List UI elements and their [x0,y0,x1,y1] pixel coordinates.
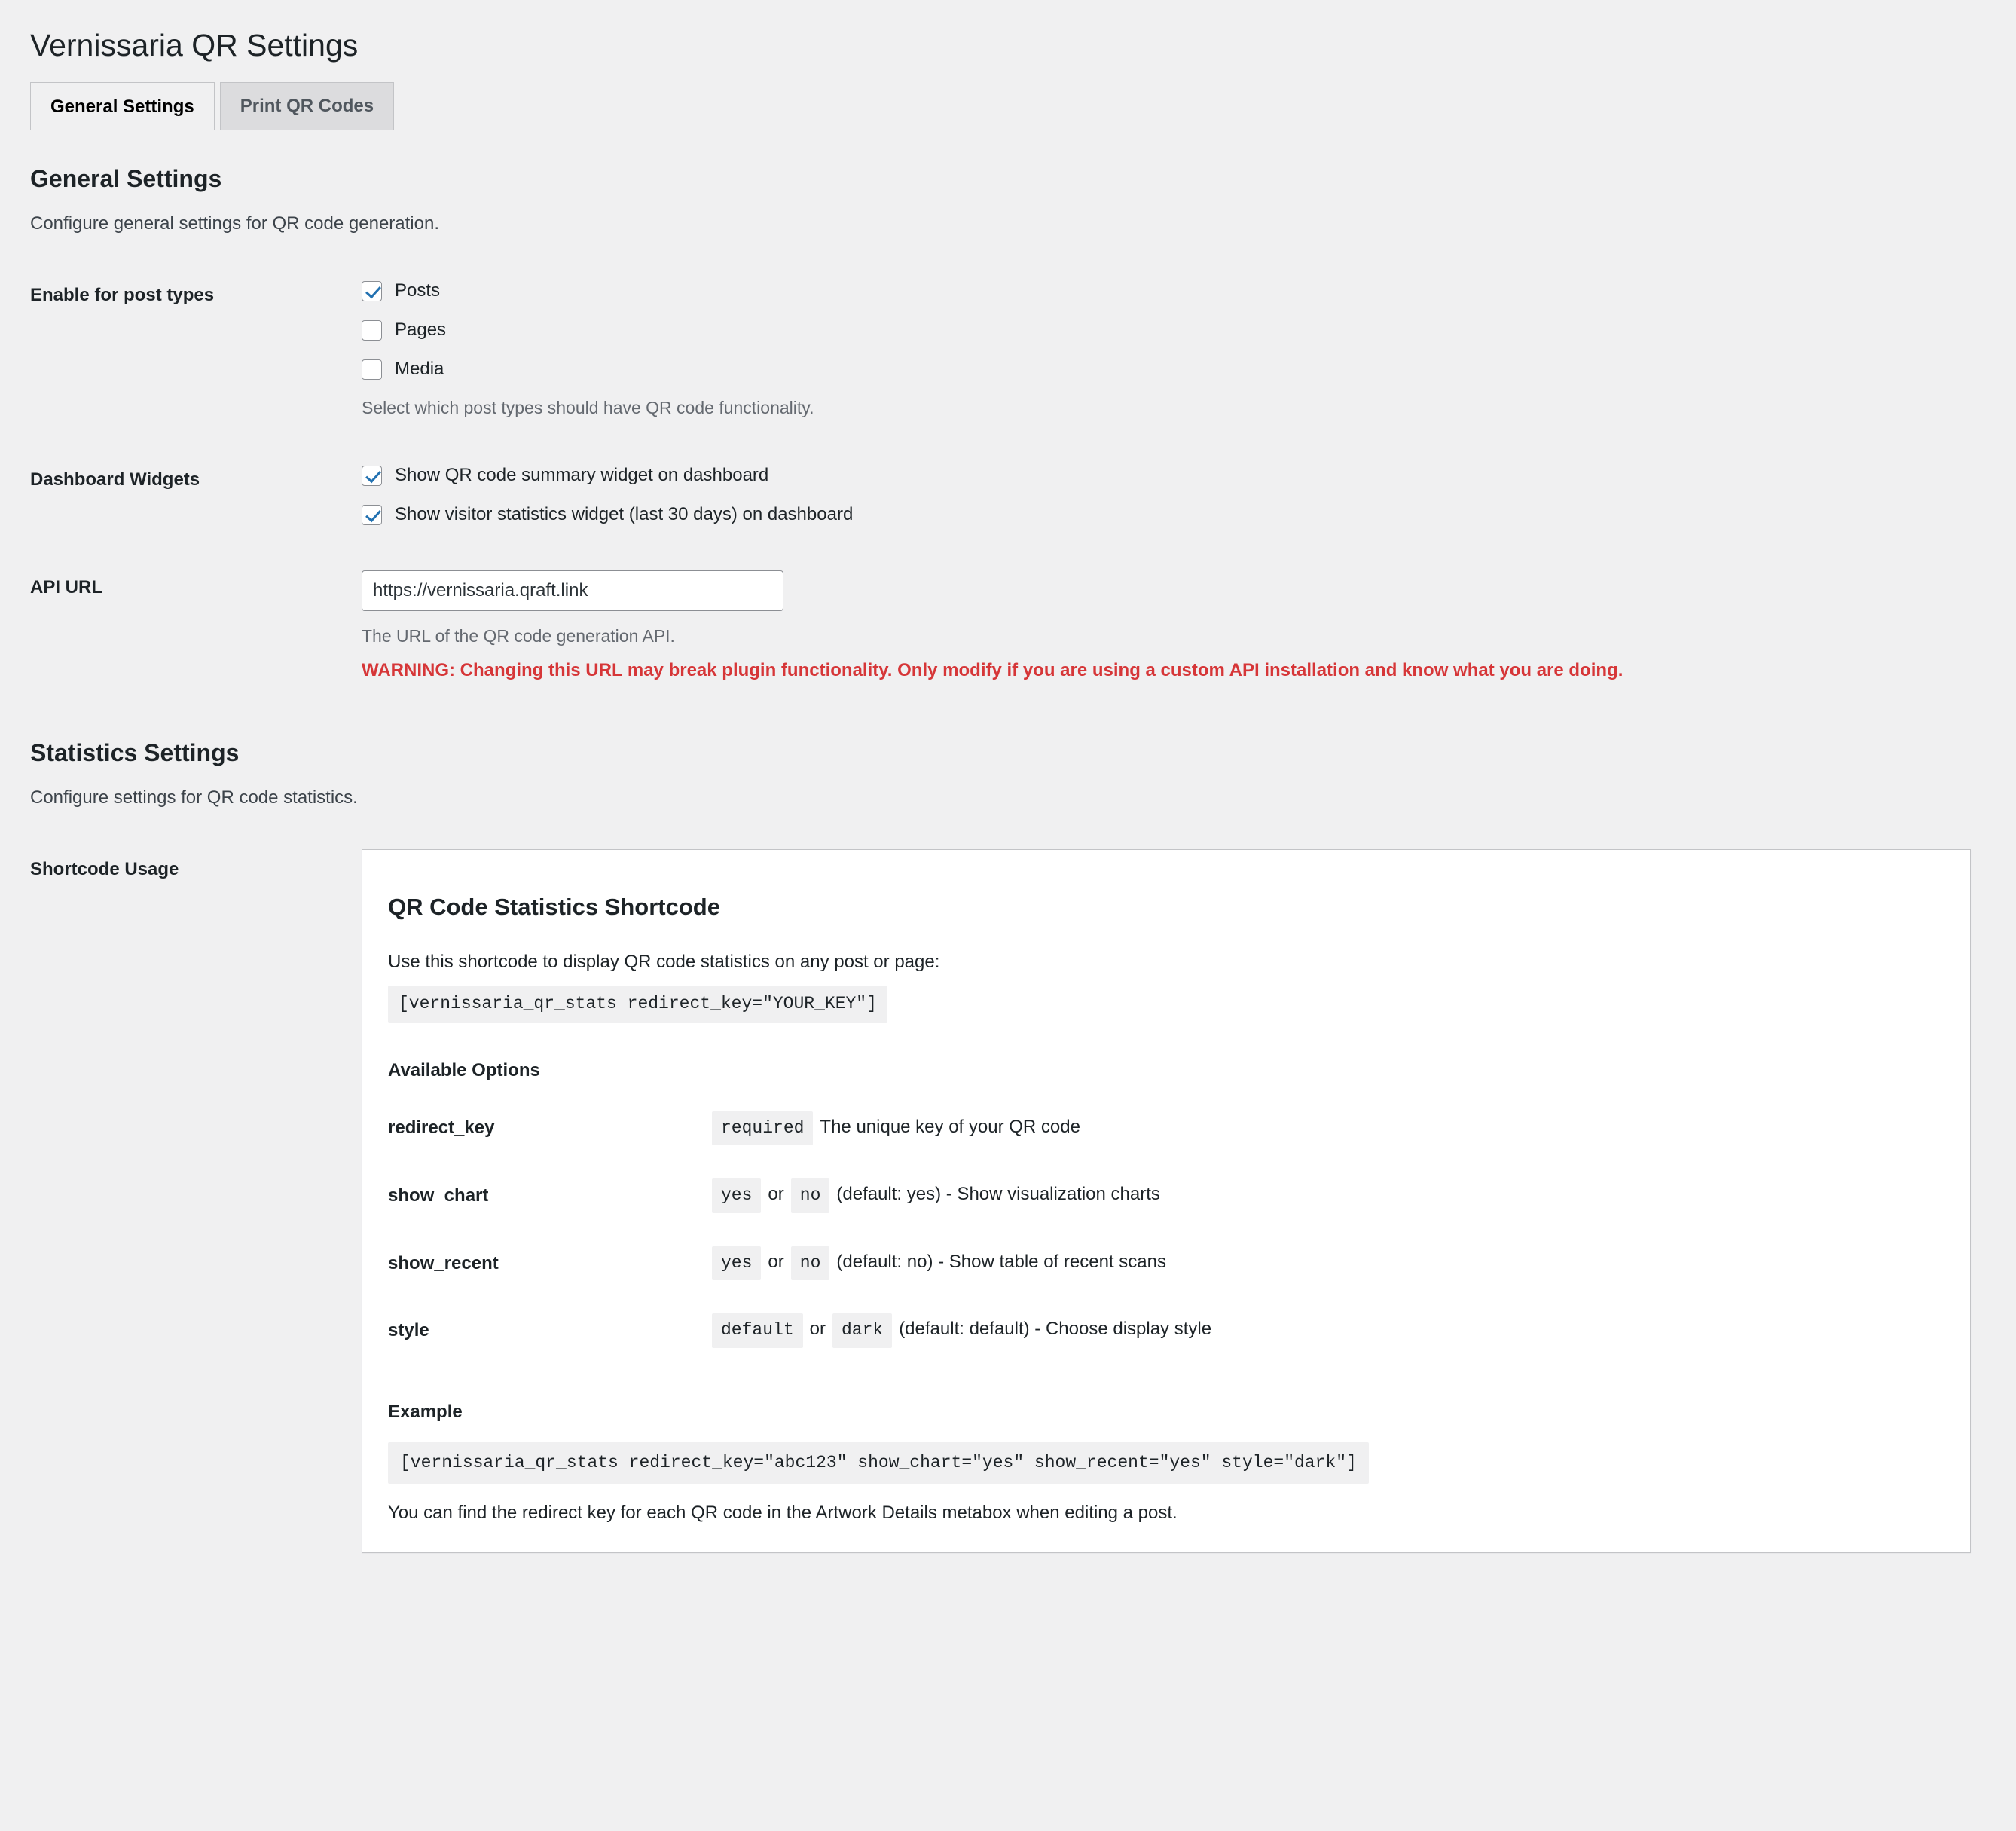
option-desc-style: (default: default) - Choose display style [899,1319,1212,1340]
option-separator-show-chart: or [768,1184,784,1205]
option-name-redirect-key: redirect_key [388,1117,495,1139]
option-name-style: style [388,1320,429,1341]
checkbox-row-visitor-stats-widget[interactable] [362,502,1971,528]
checkbox-pages[interactable] [362,320,382,341]
checkbox-label-visitor-stats-widget: Show visitor statistics widget (last 30 days) on dashboard [395,503,854,524]
checkbox-summary-widget[interactable] [362,466,382,486]
option-value-required: required [712,1111,813,1145]
label-shortcode-usage: Shortcode Usage [30,858,179,879]
api-url-warning: WARNING: Changing this URL may break plugin functionality. Only modify if you are using a custom API installation and know what you are doing. [362,659,1623,680]
option-value-show-chart-no: no [791,1178,830,1212]
option-row-show-chart [388,1162,1944,1230]
available-options-heading: Available Options [388,1059,540,1081]
option-separator-show-recent: or [768,1251,784,1272]
option-row-redirect-key [388,1094,1944,1162]
shortcode-snippet: [vernissaria_qr_stats redirect_key="YOUR_KEY"] [388,986,887,1022]
help-post-types: Select which post types should have QR code functionality. [362,397,814,417]
page-title: Vernissaria QR Settings [30,28,359,63]
example-snippet: [vernissaria_qr_stats redirect_key="abc123" show_chart="yes" show_recent="yes" style="dark"] [388,1442,1369,1484]
option-desc-redirect-key: The unique key of your QR code [820,1116,1080,1137]
checkbox-row-summary-widget[interactable] [362,463,1971,489]
option-separator-style: or [809,1319,826,1340]
shortcode-card-title: QR Code Statistics Shortcode [388,893,720,920]
form-row-shortcode-usage [30,831,1986,1574]
api-url-input[interactable] [362,570,783,611]
checkbox-posts[interactable] [362,281,382,301]
option-row-show-recent [388,1230,1944,1298]
option-value-style-dark: dark [832,1313,892,1347]
general-settings-heading: General Settings [30,165,222,193]
option-desc-show-recent: (default: no) - Show table of recent scans [836,1251,1166,1272]
option-row-style [388,1297,1944,1365]
checkbox-label-pages: Pages [395,319,447,341]
checkbox-visitor-stats-widget[interactable] [362,505,382,525]
tab-general-settings[interactable]: General Settings [30,82,215,130]
checkbox-row-media[interactable] [362,356,1971,383]
label-dashboard-widgets: Dashboard Widgets [30,469,200,491]
option-value-style-default: default [712,1313,803,1347]
help-api-url: The URL of the QR code generation API. [362,625,675,646]
checkbox-label-posts: Posts [395,280,441,301]
label-api-url: API URL [30,576,102,598]
checkbox-row-pages[interactable] [362,317,1971,344]
general-settings-form [30,257,1986,704]
shortcode-card-intro: Use this shortcode to display QR code statistics on any post or page: [388,951,940,972]
general-settings-description: Configure general settings for QR code generation. [30,213,439,234]
options-table [388,1094,1944,1364]
statistics-settings-heading: Statistics Settings [30,738,240,766]
option-value-show-recent-yes: yes [712,1246,761,1280]
form-row-dashboard-widgets [30,442,1986,549]
tab-bar [0,82,2016,130]
checkbox-label-media: Media [395,358,444,379]
option-desc-show-chart: (default: yes) - Show visualization charts [836,1184,1160,1205]
form-row-post-types [30,257,1986,442]
statistics-settings-form [30,831,1986,1574]
checkbox-media[interactable] [362,359,382,380]
tab-print-qr-codes[interactable]: Print QR Codes [220,82,394,130]
option-value-show-recent-no: no [791,1246,830,1280]
checkbox-label-summary-widget: Show QR code summary widget on dashboard [395,465,769,486]
shortcode-card [362,849,1971,1553]
statistics-settings-description: Configure settings for QR code statistics. [30,787,358,808]
option-value-show-chart-yes: yes [712,1178,761,1212]
form-row-api-url [30,549,1986,705]
option-name-show-recent: show_recent [388,1252,499,1273]
checkbox-row-posts[interactable] [362,278,1971,304]
option-name-show-chart: show_chart [388,1185,489,1206]
label-enable-post-types: Enable for post types [30,285,215,306]
example-heading: Example [388,1401,463,1422]
shortcode-footnote: You can find the redirect key for each QR code in the Artwork Details metabox when editing a post. [388,1502,1178,1523]
